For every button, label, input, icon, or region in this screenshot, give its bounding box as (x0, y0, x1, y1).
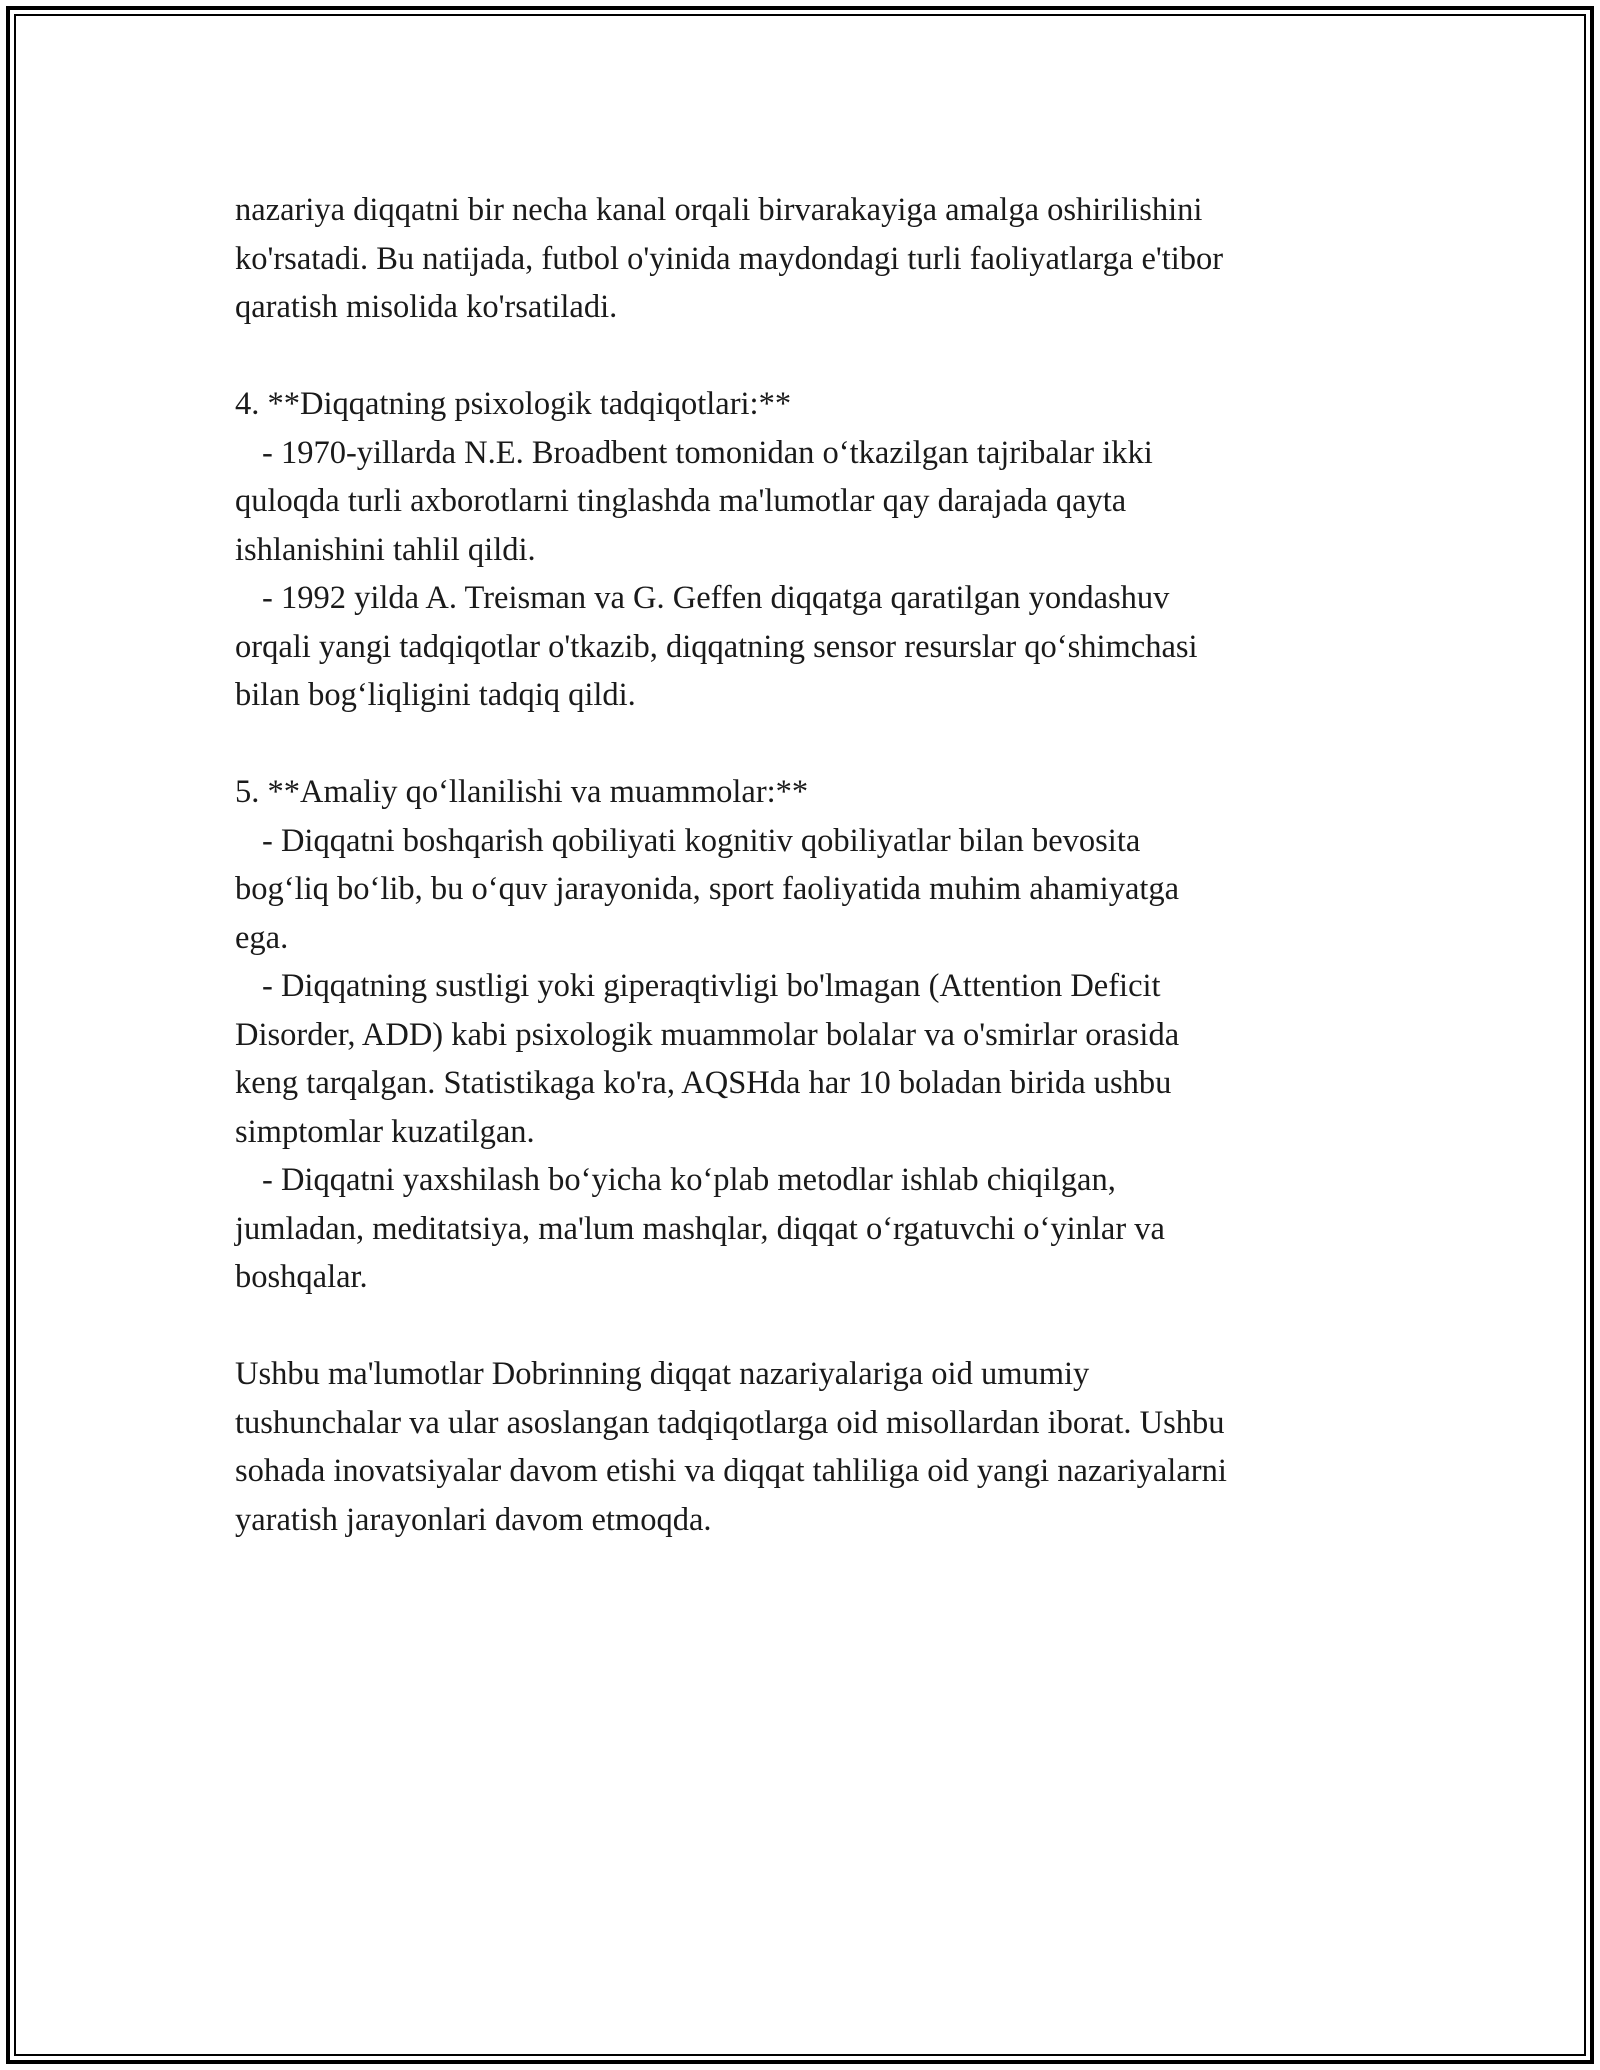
document-body (235, 186, 1375, 1544)
text-line: tushunchalar va ular asoslangan tadqiqotlarga oid misollardan iborat. Ushbu (235, 1404, 1225, 1441)
text-line: Ushbu ma'lumotlar Dobrinning diqqat nazariyalariga oid umumiy (235, 1356, 1090, 1392)
text-line: simptomlar kuzatilgan. (235, 1113, 535, 1150)
text-line: ega. (235, 919, 289, 956)
intro-paragraph (235, 186, 1375, 332)
list-item-line: - Diqqatning sustligi yoki giperaqtivligi bo'lmagan (Attention Deficit (262, 968, 1161, 1004)
text-line: ko'rsatadi. Bu natijada, futbol o'yinida maydondagi turli faoliyatlarga e'tibor (235, 240, 1224, 277)
text-line: qaratish misolida ko'rsatiladi. (235, 289, 618, 325)
text-line: orqali yangi tadqiqotlar o'tkazib, diqqatning sensor resurslar qo‘shimchasi (235, 628, 1198, 665)
section-heading: 5. **Amaliy qo‘llanilishi va muammolar:** (235, 774, 809, 810)
paragraph-gap (235, 1302, 1375, 1351)
conclusion-paragraph (235, 1350, 1375, 1544)
section-4 (235, 380, 1375, 720)
text-line: bilan bog‘liqligini tadqiq qildi. (235, 677, 636, 713)
list-item-line: - 1992 yilda A. Treisman va G. Geffen diqqatga qaratilgan yondashuv (262, 580, 1170, 616)
text-line: keng tarqalgan. Statistikaga ko'ra, AQSHda har 10 boladan birida ushbu (235, 1065, 1172, 1101)
text-line: nazariya diqqatni bir necha kanal orqali birvarakayiga amalga oshirilishini (235, 192, 1203, 228)
paragraph-gap (235, 720, 1375, 769)
list-item-line: - 1970-yillarda N.E. Broadbent tomonidan o‘tkazilgan tajribalar ikki (262, 434, 1153, 471)
section-heading: 4. **Diqqatning psixologik tadqiqotlari:** (235, 386, 792, 422)
section-5 (235, 768, 1375, 1302)
list-item-line: - Diqqatni yaxshilash bo‘yicha ko‘plab metodlar ishlab chiqilgan, (262, 1162, 1116, 1198)
paragraph-gap (235, 332, 1375, 381)
text-line: Disorder, ADD) kabi psixologik muammolar bolalar va o'smirlar orasida (235, 1016, 1180, 1053)
list-item-line: - Diqqatni boshqarish qobiliyati kognitiv qobiliyatlar bilan bevosita (262, 822, 1141, 859)
text-line: bog‘liq bo‘lib, bu o‘quv jarayonida, sport faoliyatida muhim ahamiyatga (235, 871, 1180, 907)
text-line: sohada inovatsiyalar davom etishi va diqqat tahliliga oid yangi nazariyalarni (235, 1453, 1227, 1489)
text-line: ishlanishini tahlil qildi. (235, 531, 536, 568)
text-line: jumladan, meditatsiya, ma'lum mashqlar, diqqat o‘rgatuvchi o‘yinlar va (235, 1210, 1165, 1247)
text-line: yaratish jarayonlari davom etmoqda. (235, 1501, 712, 1538)
text-line: boshqalar. (235, 1259, 368, 1295)
text-line: quloqda turli axborotlarni tinglashda ma'lumotlar qay darajada qayta (235, 483, 1127, 519)
